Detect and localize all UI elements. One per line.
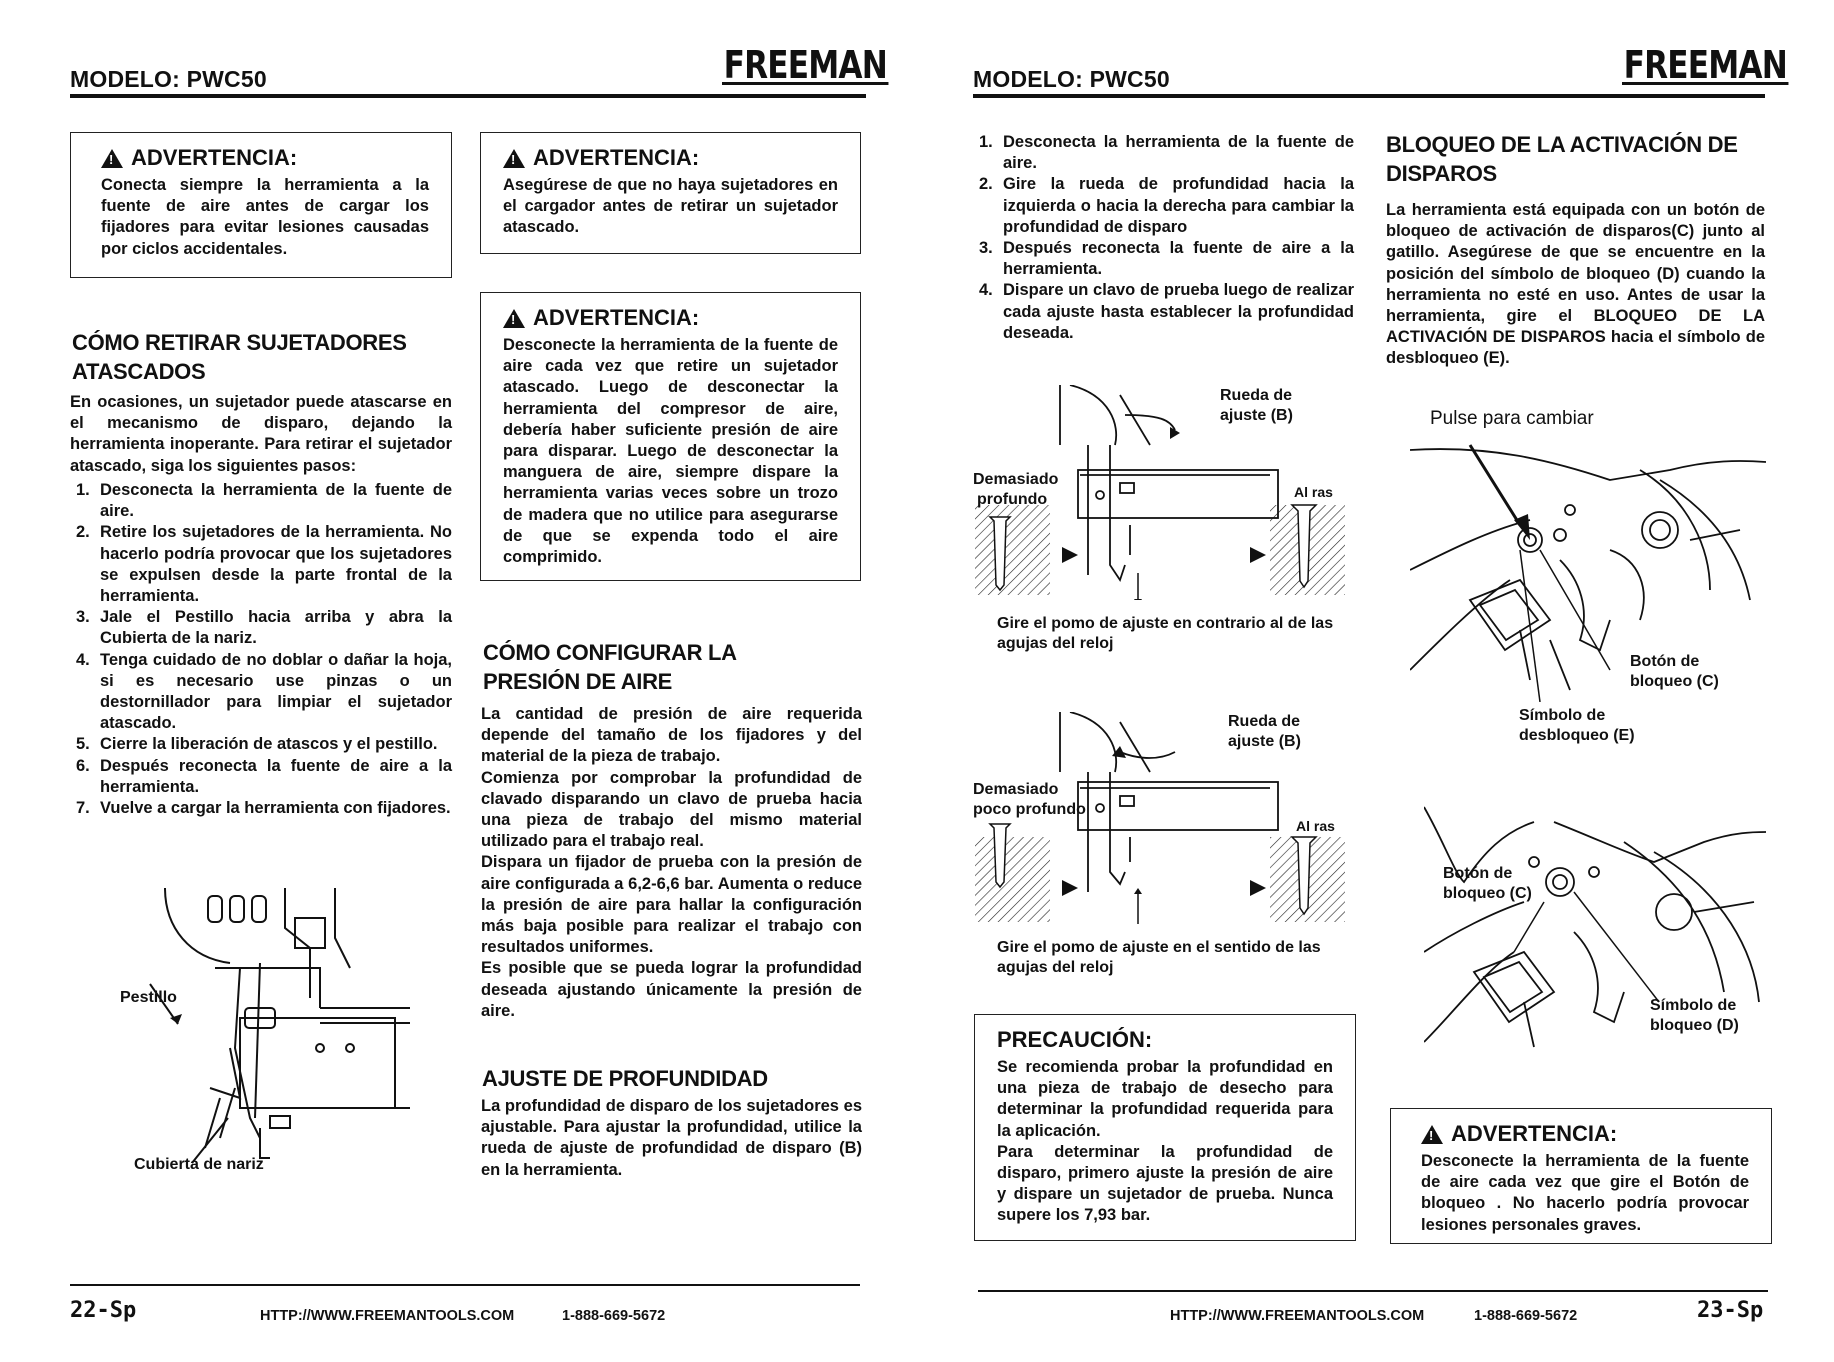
nose-cover-label: Cubierta de nariz [134, 1156, 264, 1173]
fig3-button-label: Botón de bloqueo (C) [1630, 653, 1719, 690]
pressure-section-title: CÓMO CONFIGURAR LA PRESIÓN DE AIRE [483, 640, 737, 694]
step-text: Jale el Pestillo hacia arriba y abra la Cubierta de la nariz. [100, 608, 452, 648]
warning-box-3 [480, 292, 861, 581]
footer-phone-right: 1-888-669-5672 [1474, 1308, 1578, 1324]
pressure-body: La cantidad de presión de aire requerida depende del tamaño de los fijadores y del material de la pieza de trabajo. Comienza por comprobar la profundidad de clavado disparando un clavo de prueba hacia una pieza de trabajo del mismo material utilizado para el trabajo real. Dispara un fijador de prueba con la presión de aire configurada a 6,2-6,6 bar. Aumenta o reduce la presión de aire para hallar la configuración más baja posible para realizar el trabajo con resultados uniformes. Es posible que se pueda lograr la profundidad deseada ajustando únicamente la presión de aire. [481, 705, 862, 1020]
warning-text: Conecta siempre la herramienta a la fuente de aire antes de cargar los fijadores para evitar lesiones causadas por ciclos accidentales. [101, 176, 429, 258]
fig2-flush-label: Al ras [1296, 818, 1335, 834]
step-item [70, 734, 452, 755]
step-item [70, 650, 452, 735]
step-text: Desconecta la herramienta de la fuente de aire. [1003, 133, 1354, 173]
depth-section-title: AJUSTE DE PROFUNDIDAD [482, 1066, 768, 1091]
step-text: Gire la rueda de profundidad hacia la izquierda o hacia la derecha para cambiar la profundidad de disparo [1003, 175, 1354, 236]
fig4-button-label: Botón de bloqueo (C) [1443, 865, 1532, 902]
fig3-unlock-symbol-label: Símbolo de desbloqueo (E) [1519, 707, 1635, 744]
latch-label: Pestillo [120, 989, 177, 1006]
caution-text-2: Para determinar la profundidad de disparo, primero ajuste la presión de aire y dispare un sujetador de prueba. Nunca supere los 7,93 bar. [997, 1142, 1333, 1225]
caution-box [974, 1014, 1356, 1241]
step-item [973, 174, 1354, 238]
step-item [70, 607, 452, 649]
jam-steps-list [70, 480, 452, 819]
model-label-left: MODELO: PWC50 [70, 66, 267, 92]
page-number-right: 23-Sp [1697, 1298, 1764, 1323]
step-item [973, 132, 1354, 174]
footer-rule-right [978, 1290, 1768, 1292]
warning-title: ADVERTENCIA: [533, 305, 700, 330]
warning-triangle-icon [1421, 1125, 1443, 1144]
caution-title: PRECAUCIÓN: [997, 1027, 1153, 1052]
push-to-change-label: Pulse para cambiar [1430, 408, 1594, 429]
step-text: Vuelve a cargar la herramienta con fijadores. [100, 799, 451, 818]
warning-box-1 [70, 132, 452, 278]
step-number: 6. [76, 756, 90, 775]
step-item [70, 756, 452, 798]
fig1-caption: Gire el pomo de ajuste en contrario al de las agujas del reloj [997, 615, 1334, 652]
warning-text: Desconecte la herramienta de la fuente de aire cada vez que gire el Botón de bloqueo . No hacerlo podría provocar lesiones personales graves. [1421, 1152, 1749, 1234]
warning-triangle-icon [503, 309, 525, 328]
step-number: 1. [76, 481, 90, 499]
jam-intro: En ocasiones, un sujetador puede atascarse en el mecanismo de disparo, dejando la herramienta inoperante. Para retirar el sujetador atascado, siga los siguientes pasos: [70, 393, 452, 475]
footer-url-right: HTTP://WWW.FREEMANTOOLS.COM [1170, 1308, 1425, 1324]
step-number: 7. [76, 799, 90, 818]
lockout-section-title: BLOQUEO DE LA ACTIVACIÓN DE DISPAROS [1386, 132, 1738, 186]
step-item [973, 238, 1354, 280]
warning-text: Asegúrese de que no haya sujetadores en el cargador antes de retirar un sujetador atascado. [503, 176, 838, 237]
warning-text: Desconecte la herramienta de la fuente de aire cada vez que retire un sujetador atascado. Luego de desconectar la herramienta del compresor de aire, debería haber suficiente presión de aire para disparar. Luego de desconectar la manguera de aire, siempre dispare la herramienta varias veces sobre un trozo de madera que no utilice para asegurarse de que se expenda todo el aire comprimido. [503, 336, 838, 567]
step-text: Desconecta la herramienta de la fuente de aire. [100, 481, 452, 521]
step-text: Después reconecta la fuente de aire a la herramienta. [1003, 239, 1354, 279]
step-text: Dispare un clavo de prueba luego de realizar cada ajuste hasta establecer la profundidad deseada. [1003, 281, 1354, 342]
footer-url-left: HTTP://WWW.FREEMANTOOLS.COM [260, 1308, 515, 1324]
warning-box-2 [480, 132, 861, 254]
step-item [70, 480, 452, 522]
freeman-logo-left: FREEMAN [723, 43, 887, 87]
nose-cover-figure [120, 888, 410, 1178]
warning-title: ADVERTENCIA: [1451, 1121, 1618, 1146]
step-item [70, 798, 452, 819]
step-text: Después reconecta la fuente de aire a la herramienta. [100, 756, 452, 796]
step-text: Cierre la liberación de atascos y el pestillo. [100, 735, 438, 754]
page-number-left: 22-Sp [70, 1298, 137, 1323]
step-text: Tenga cuidado de no doblar o dañar la hoja, si es necesario use pinzas o un destornillador para limpiar el sujetador atascado. [100, 650, 452, 733]
step-number: 2. [979, 175, 993, 194]
fig4-lock-symbol-label: Símbolo de bloqueo (D) [1650, 997, 1739, 1034]
warning-title: ADVERTENCIA: [533, 145, 700, 170]
step-number: 2. [76, 523, 90, 542]
depth-steps-list [973, 132, 1354, 344]
warning-triangle-icon [101, 149, 123, 168]
step-text: Retire los sujetadores de la herramienta. No hacerlo podría provocar que los sujetadores se expulsen desde la parte frontal de la herramienta. [100, 523, 452, 606]
fig2-too-shallow-label: Demasiado poco profundo [973, 781, 1086, 818]
step-number: 4. [76, 650, 90, 669]
model-label-right: MODELO: PWC50 [973, 66, 1170, 92]
fig1-too-deep-label: Demasiado profundo [973, 471, 1059, 508]
fig2-caption: Gire el pomo de ajuste en el sentido de las agujas del reloj [997, 939, 1321, 976]
step-item [70, 522, 452, 607]
fig1-wheel-label: Rueda de ajuste (B) [1220, 387, 1293, 424]
footer-phone-left: 1-888-669-5672 [562, 1308, 666, 1324]
warning-title: ADVERTENCIA: [131, 145, 298, 170]
step-number: 3. [979, 239, 993, 258]
fig1-flush-label: Al ras [1294, 484, 1333, 500]
warning-box-right [1390, 1108, 1772, 1244]
caution-text-1: Se recomienda probar la profundidad en una pieza de trabajo de desecho para determinar la profundidad requerida para la aplicación. [997, 1058, 1333, 1140]
step-item [973, 280, 1354, 344]
fig2-wheel-label: Rueda de ajuste (B) [1228, 713, 1301, 750]
step-number: 3. [76, 608, 90, 627]
step-number: 5. [76, 735, 90, 754]
depth-body: La profundidad de disparo de los sujetadores es ajustable. Para ajustar la profundidad, utilice la rueda de ajuste de profundidad de disparo (B) en la herramienta. [481, 1097, 862, 1179]
warning-triangle-icon [503, 149, 525, 168]
step-number: 1. [979, 133, 993, 151]
footer-rule-left [70, 1284, 860, 1286]
header-rule-left [70, 94, 866, 98]
step-number: 4. [979, 281, 993, 300]
jam-section-title: CÓMO RETIRAR SUJETADORES ATASCADOS [72, 330, 407, 384]
header-rule-right [973, 94, 1765, 98]
freeman-logo-right: FREEMAN [1623, 43, 1787, 87]
lockout-body: La herramienta está equipada con un botón de bloqueo de activación de disparos(C) junto al gatillo. Asegúrese de que se encuentre en la posición del símbolo de bloqueo (D) cuando la herramienta no esté en uso. Antes de usar la herramienta, gire el BLOQUEO DE LA ACTIVACIÓN DE DISPAROS hacia el símbolo de desbloqueo (E). [1386, 201, 1765, 368]
